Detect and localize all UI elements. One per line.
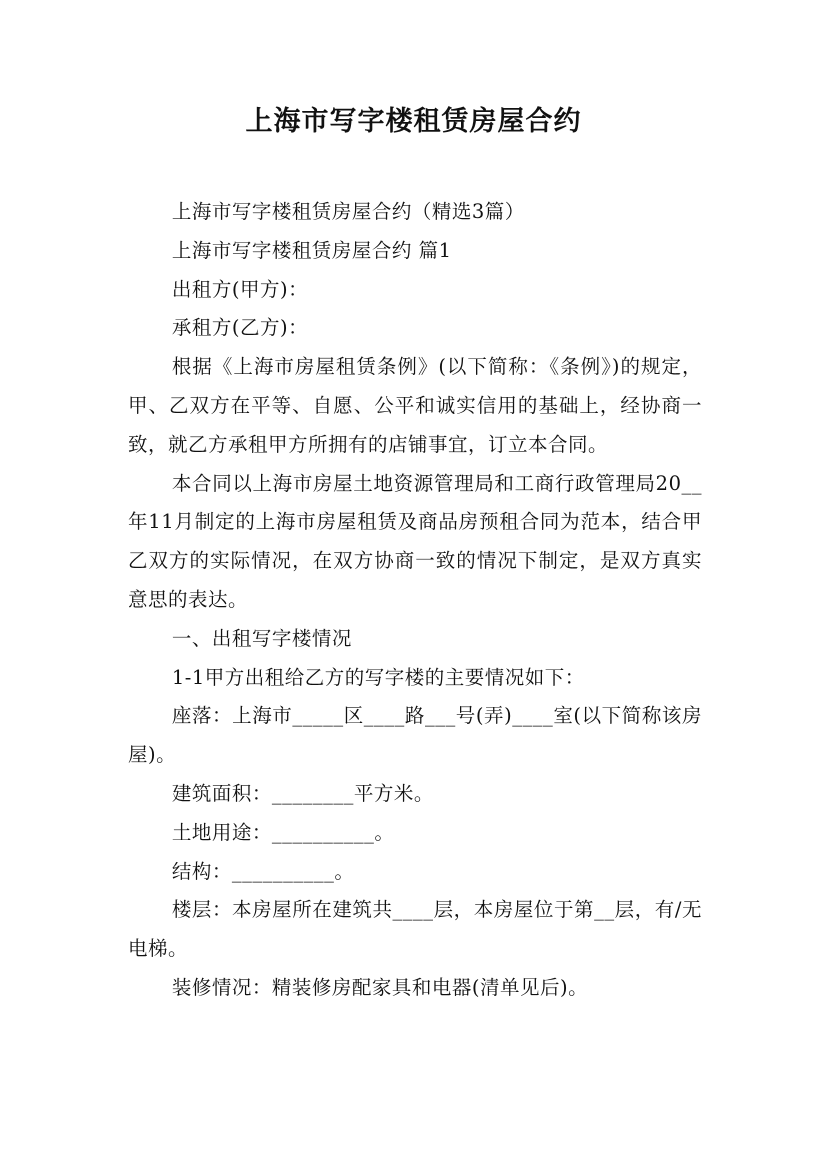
- paragraph-structure: 结构：__________。: [171, 859, 355, 883]
- paragraph-decoration: 装修情况：精装修房配家具和电器(清单见后)。: [171, 975, 589, 999]
- paragraph-template: 本合同以上海市房屋土地资源管理局和工商行政管理局20__年11月制定的上海市房屋租赁及商品房预租合同为范本，结合甲乙双方的实际情况，在双方协商一致的情况下制定，是双方真实意思的表达。: [128, 471, 702, 611]
- paragraph-lessor: 出租方(甲方)：: [171, 277, 309, 301]
- paragraph-lessee: 承租方(乙方)：: [171, 316, 309, 340]
- document-title: 上海市写字楼租赁房屋合约: [245, 106, 582, 137]
- document-body: [128, 193, 702, 1008]
- paragraph-subtitle: 上海市写字楼租赁房屋合约（精选3篇）: [171, 200, 525, 223]
- paragraph-clause-1-1: 1-1甲方出租给乙方的写字楼的主要情况如下：: [171, 665, 585, 689]
- paragraph-area: 建筑面积：________平方米。: [171, 781, 434, 805]
- paragraph-location: 座落：上海市_____区____路___号(弄)____室(以下简称该房屋)。: [128, 704, 702, 767]
- paragraph-basis: 根据《上海市房屋租赁条例》(以下简称：《条例》)的规定，甲、乙双方在平等、自愿、公平和诚实信用的基础上，经协商一致，就乙方承租甲方所拥有的店铺事宜，订立本合同。: [128, 355, 702, 456]
- paragraph-floor: 楼层：本房屋所在建筑共____层，本房屋位于第__层，有/无电梯。: [128, 898, 702, 961]
- paragraph-section-heading: 上海市写字楼租赁房屋合约 篇1: [171, 238, 452, 262]
- paragraph-clause-heading: 一、出租写字楼情况: [171, 626, 352, 650]
- paragraph-land-use: 土地用途：__________。: [171, 820, 395, 844]
